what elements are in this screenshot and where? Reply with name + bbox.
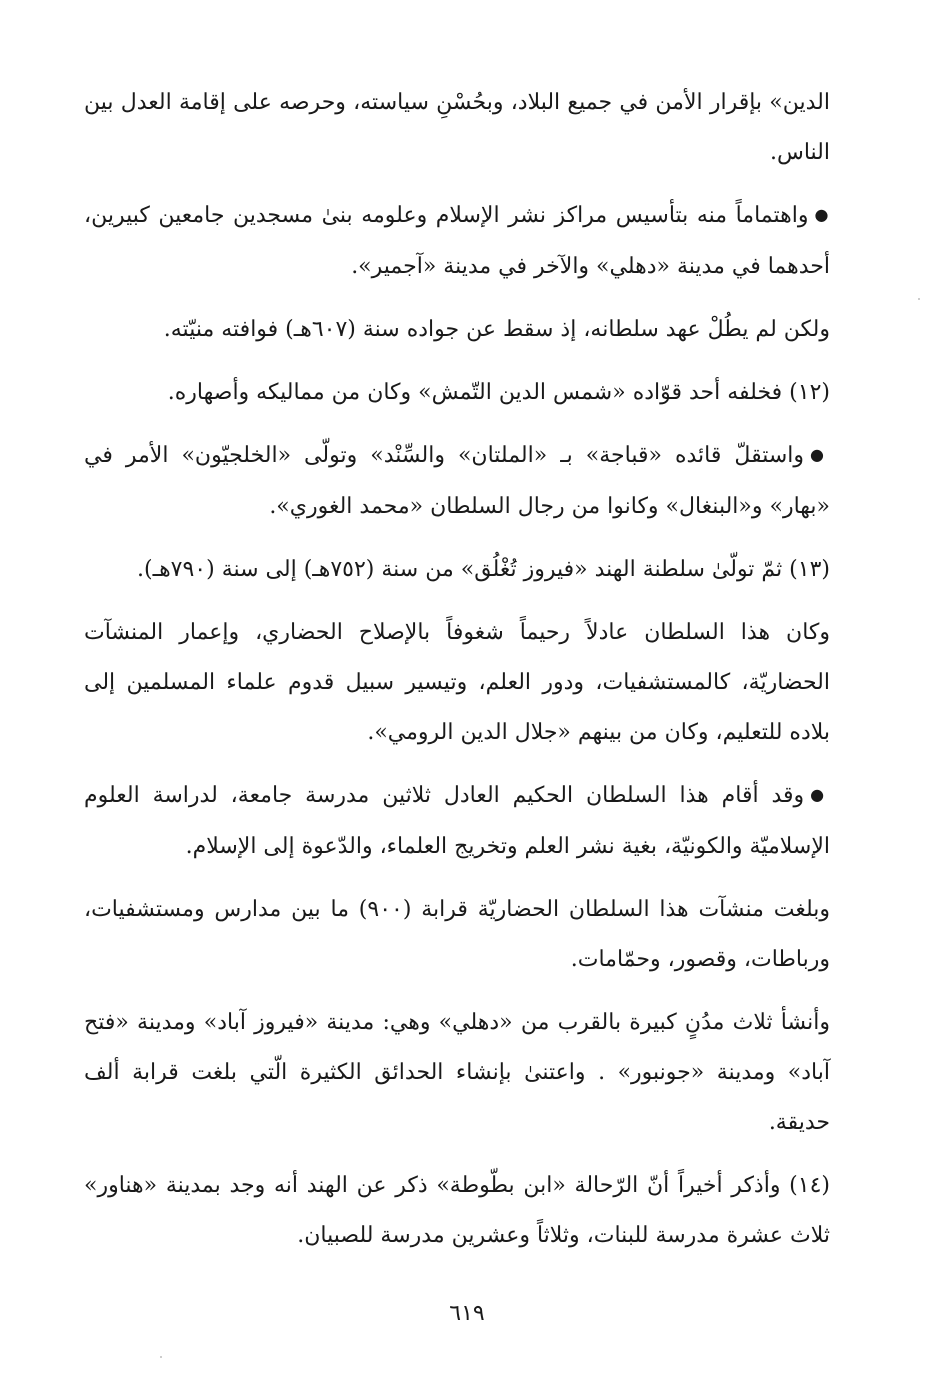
paragraph-text: ولكن لم يطُلْ عهد سلطانه، إذ سقط عن جواده سنة (٦٠٧هـ) فوافته منيّته. <box>163 317 830 342</box>
paragraph-5 <box>84 431 830 532</box>
paragraph-2 <box>84 191 830 292</box>
paragraph-text: (١٢) فخلفه أحد قوّاده «شمس الدين التّمش» وكان من مماليكه وأصهاره. <box>167 380 830 405</box>
paragraph-text: الدين» بإقرار الأمن في جميع البلاد، وبحُسْنِ سياسته، وحرصه على إقامة العدل بين الناس. <box>84 90 830 165</box>
scan-speck <box>160 1356 162 1358</box>
paragraph-10 <box>84 998 830 1148</box>
paragraph-4 <box>84 368 830 418</box>
paragraph-7 <box>84 608 830 758</box>
paragraph-text: (١٤) وأذكر أخيراً أنّ الرّحالة «ابن بطّوطة» ذكر عن الهند أنه وجد بمدينة «هناور» ثلاث عشرة مدرسة للبنات، وثلاثاً وعشرين مدرسة للصبيان. <box>84 1173 830 1248</box>
paragraph-11 <box>84 1161 830 1261</box>
bullet-icon: ● <box>814 205 830 224</box>
paragraph-text: واستقلّ قائده «قباجة» بـ «الملتان» والسِّنْد» وتولّى «الخلجيّون» الأمر في «بهار» و«البنغال» وكانوا من رجال السلطان «محمد الغوري». <box>84 443 830 519</box>
paragraph-text: وقد أقام هذا السلطان الحكيم العادل ثلاثين مدرسة جامعة، لدراسة العلوم الإسلاميّة والكونيّة، بغية نشر العلم وتخريج العلماء، والدّعوة إلى الإسلام. <box>84 783 830 859</box>
bullet-icon: ● <box>810 445 830 464</box>
bullet-icon: ● <box>810 785 831 804</box>
paragraph-text: واهتماماً منه بتأسيس مراكز نشر الإسلام وعلومه بنىٰ مسجدين جامعين كبيرين، أحدهما في مدينة «دهلي» والآخر في مدينة «آجمير». <box>84 203 830 279</box>
paragraph-text: (١٣) ثمّ تولّىٰ سلطنة الهند «فيروز تُغْلُق» من سنة (٧٥٢هـ) إلى سنة (٧٩٠هـ). <box>137 557 830 582</box>
paragraph-3 <box>84 305 830 355</box>
paragraph-8 <box>84 771 830 872</box>
paragraph-1 <box>84 78 830 178</box>
paragraph-9 <box>84 885 830 985</box>
page-body <box>84 78 830 1274</box>
scan-speck <box>918 298 920 300</box>
page-number: ٦١٩ <box>449 1301 485 1326</box>
paragraph-text: وكان هذا السلطان عادلاً رحيماً شغوفاً بالإصلاح الحضاري، وإعمار المنشآت الحضاريّة، كالمستشفيات، ودور العلم، وتيسير سبيل قدوم علماء المسلمين إلى بلاده للتعليم، وكان من بينهم «جلال الدين الرومي». <box>84 620 830 745</box>
paragraph-text: وأنشأ ثلاث مدُنٍ كبيرة بالقرب من «دهلي» وهي: مدينة «فيروز آباد» ومدينة «فتح آباد» ومدينة «جونبور» . واعتنىٰ بإنشاء الحدائق الكثيرة الّتي بلغت قرابة ألف حديقة. <box>84 1010 830 1135</box>
paragraph-6 <box>84 545 830 595</box>
paragraph-text: وبلغت منشآت هذا السلطان الحضاريّة قرابة (٩٠٠) ما بين مدارس ومستشفيات، ورباطات، وقصور، وحمّامات. <box>84 897 831 972</box>
